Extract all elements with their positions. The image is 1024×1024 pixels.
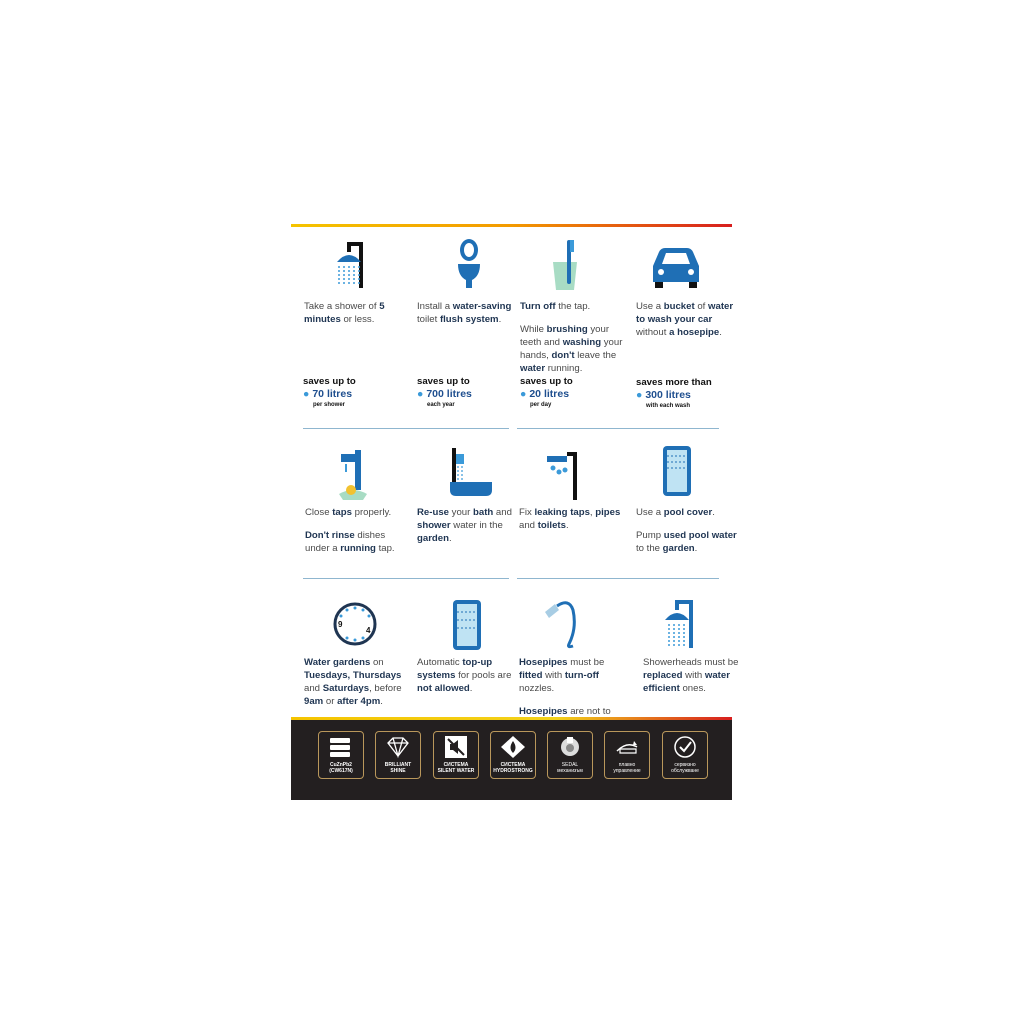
lever-icon xyxy=(614,735,640,759)
badge-line1: BRILLIANT xyxy=(384,762,412,768)
divider xyxy=(517,578,719,579)
tip-pool-cover: Use a pool cover. Pump used pool water to the garden. xyxy=(636,507,737,554)
check-circle-icon xyxy=(672,735,698,759)
badge-line2: обслужване xyxy=(671,768,699,774)
divider xyxy=(517,428,719,429)
badge-line1: CuZnPb2 xyxy=(330,762,352,768)
mute-speaker-icon xyxy=(443,735,469,759)
hosepipe-icon xyxy=(539,598,589,654)
saves-label: saves more than xyxy=(636,377,712,388)
water-drop-icon: ● xyxy=(636,389,643,401)
cartridge-icon xyxy=(557,735,583,759)
car-icon xyxy=(649,238,703,294)
badge-silent-water xyxy=(433,731,479,779)
toothbrush-icon xyxy=(543,236,593,292)
saves-label: saves up to xyxy=(417,376,470,387)
saves-car xyxy=(636,377,742,410)
badge-hydrostrong xyxy=(490,731,536,779)
saves-toilet xyxy=(417,376,523,409)
badge-line1: плавно xyxy=(618,762,636,768)
saves-amount: ● 300 litres xyxy=(636,389,691,401)
pool-icon xyxy=(443,598,493,654)
saves-amount: ● 700 litres xyxy=(417,388,472,400)
badge-material xyxy=(318,731,364,779)
saves-amount: ● 70 litres xyxy=(303,388,353,400)
tip-water-gardens: Water gardens on Tuesdays, Thursdays and Saturdays, before 9am or after 4pm. xyxy=(304,657,402,707)
bathtub-icon xyxy=(446,446,496,502)
badge-line1: сервизно xyxy=(674,762,696,768)
badge-service xyxy=(662,731,708,779)
badge-smooth-control xyxy=(604,731,650,779)
tap-dishes-icon xyxy=(333,446,383,502)
badge-line1: СИСТЕМА xyxy=(500,762,526,768)
saves-tap xyxy=(520,376,626,409)
saves-amount: ● 20 litres xyxy=(520,388,570,400)
tip-pool-topup: Automatic top-up systems for pools are not allowed. xyxy=(417,657,512,694)
tip-toilet: Install a water-saving toilet flush system. xyxy=(417,301,512,325)
water-drop-icon: ● xyxy=(303,388,310,400)
saves-shower xyxy=(303,376,409,409)
badge-line2: (CW617N) xyxy=(329,768,353,774)
showerhead-icon xyxy=(663,598,713,654)
divider xyxy=(303,578,509,579)
shower-icon xyxy=(331,236,381,292)
badge-line2: управление xyxy=(613,768,641,774)
tip-reuse-water: Re-use your bath and shower water in the garden. xyxy=(417,507,512,544)
brass-bars-icon xyxy=(328,735,354,759)
saves-label: saves up to xyxy=(303,376,356,387)
top-color-bar xyxy=(291,224,732,227)
leaking-tap-icon xyxy=(543,446,593,502)
water-drop-icon: ● xyxy=(520,388,527,400)
tip-showerheads: Showerheads must be replaced with water efficient ones. xyxy=(643,657,739,694)
divider xyxy=(303,428,509,429)
toilet-icon xyxy=(444,236,494,292)
water-saving-infographic xyxy=(291,224,739,720)
pool-cover-icon xyxy=(653,444,703,500)
water-drop-icon: ● xyxy=(417,388,424,400)
tip-fix-leaks: Fix leaking taps, pipes and toilets. xyxy=(519,507,621,531)
tip-hosepipes: Hosepipes must be fitted with turn-off nozzles. Hosepipes are not to xyxy=(519,657,611,717)
features-footer xyxy=(291,720,732,800)
clock-icon xyxy=(331,598,381,654)
badge-brilliant-shine xyxy=(375,731,421,779)
tip-car: Use a bucket of water to wash your car without a hosepipe. xyxy=(636,301,734,338)
clock-four-label: 4 xyxy=(366,626,371,635)
badge-line1: SEDAL xyxy=(561,762,579,768)
tip-shower: Take a shower of 5 minutes or less. xyxy=(304,301,385,325)
saves-per: per shower xyxy=(313,402,346,408)
badge-line2: механизъм xyxy=(557,768,583,774)
saves-label: saves up to xyxy=(520,376,573,387)
clock-nine-label: 9 xyxy=(338,620,343,629)
saves-per: each year xyxy=(427,402,455,408)
saves-per: with each wash xyxy=(646,403,691,409)
badge-sedal xyxy=(547,731,593,779)
diamond-icon xyxy=(385,735,411,759)
saves-per: per day xyxy=(530,402,552,408)
badge-line2: SHINE xyxy=(390,768,406,774)
drop-diamond-icon xyxy=(500,735,526,759)
tip-tap: Turn off the tap. While brushing your teeth and washing your hands, don't leave the water running. xyxy=(520,301,623,374)
badge-line2: SILENT WATER xyxy=(437,768,475,774)
badge-line1: СИСТЕМА xyxy=(443,762,469,768)
badge-line2: HYDROSTRONG xyxy=(493,768,533,774)
tip-close-taps: Close taps properly. Don't rinse dishes under a running tap. xyxy=(305,507,395,554)
